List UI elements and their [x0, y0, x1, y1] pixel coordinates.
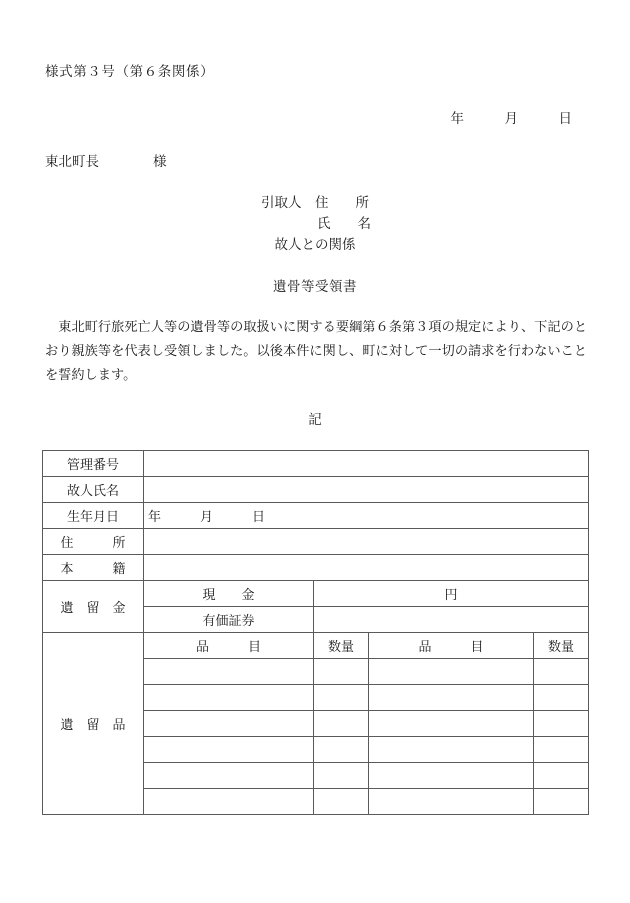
ki-marker: 記 [308, 412, 322, 427]
table-row [43, 529, 589, 555]
form-number: 様式第３号（第６条関係） [45, 64, 215, 79]
form-table-wrapper [42, 450, 588, 815]
applicant-relation-line: 故人との関係 [274, 237, 356, 252]
cell-item-1[interactable] [144, 685, 314, 711]
row-label-securities: 有価証券 [144, 607, 314, 633]
column-header-item-2: 品 目 [369, 633, 534, 659]
cell-item-2[interactable] [369, 711, 534, 737]
cell-item-2[interactable] [369, 763, 534, 789]
row-label-registered-domicile: 本 籍 [43, 555, 144, 581]
cell-item-1[interactable] [144, 737, 314, 763]
cell-item-1[interactable] [144, 789, 314, 815]
cell-quantity-2[interactable] [534, 763, 589, 789]
row-label-management-number: 管理番号 [43, 451, 144, 477]
applicant-address-line: 引取人 住 所 [261, 195, 369, 210]
cell-item-1[interactable] [144, 659, 314, 685]
paragraph-indent [45, 319, 58, 334]
column-header-item-1: 品 目 [144, 633, 314, 659]
form-table [42, 450, 589, 815]
cell-item-2[interactable] [369, 737, 534, 763]
cell-quantity-1[interactable] [314, 659, 369, 685]
cell-item-1[interactable] [144, 711, 314, 737]
table-row [43, 477, 589, 503]
cell-quantity-1[interactable] [314, 763, 369, 789]
row-label-birthdate: 生年月日 [43, 503, 144, 529]
body-paragraph [45, 315, 587, 387]
table-row [43, 451, 589, 477]
row-label-cash: 現 金 [144, 581, 314, 607]
cell-quantity-2[interactable] [534, 789, 589, 815]
row-label-bequest-money: 遺 留 金 [43, 581, 144, 633]
cell-quantity-1[interactable] [314, 685, 369, 711]
cell-quantity-2[interactable] [534, 659, 589, 685]
date-line: 年 月 日 [450, 111, 572, 126]
table-row [43, 503, 589, 529]
applicant-name-line: 氏 名 [317, 216, 371, 231]
cell-item-1[interactable] [144, 763, 314, 789]
cell-quantity-2[interactable] [534, 737, 589, 763]
row-value-birthdate[interactable]: 年 月 日 [144, 503, 589, 529]
table-row [43, 555, 589, 581]
cell-quantity-1[interactable] [314, 789, 369, 815]
row-label-bequest-items: 遺 留 品 [43, 633, 144, 815]
row-value-cash[interactable]: 円 [314, 581, 589, 607]
cell-quantity-2[interactable] [534, 685, 589, 711]
table-row-bequest-money-cash [43, 581, 589, 607]
cell-item-2[interactable] [369, 789, 534, 815]
row-value-registered-domicile[interactable] [144, 555, 589, 581]
cell-quantity-1[interactable] [314, 711, 369, 737]
row-value-securities[interactable] [314, 607, 589, 633]
applicant-block [0, 192, 630, 255]
column-header-quantity-1: 数量 [314, 633, 369, 659]
row-label-deceased-name: 故人氏名 [43, 477, 144, 503]
cell-item-2[interactable] [369, 659, 534, 685]
cell-quantity-2[interactable] [534, 711, 589, 737]
cell-item-2[interactable] [369, 685, 534, 711]
table-row-bequest-items-header [43, 633, 589, 659]
column-header-quantity-2: 数量 [534, 633, 589, 659]
row-value-management-number[interactable] [144, 451, 589, 477]
page-title: 遺骨等受領書 [273, 279, 357, 294]
addressee-line: 東北町長 様 [45, 154, 167, 169]
paragraph-text: 東北町行旅死亡人等の遺骨等の取扱いに関する要綱第６条第３項の規定により、下記のとおり親族等を代表し受領しました。以後本件に関し、町に対して一切の請求を行わないことを誓約します。 [45, 319, 588, 382]
row-value-address[interactable] [144, 529, 589, 555]
row-label-address: 住 所 [43, 529, 144, 555]
cell-quantity-1[interactable] [314, 737, 369, 763]
row-value-deceased-name[interactable] [144, 477, 589, 503]
